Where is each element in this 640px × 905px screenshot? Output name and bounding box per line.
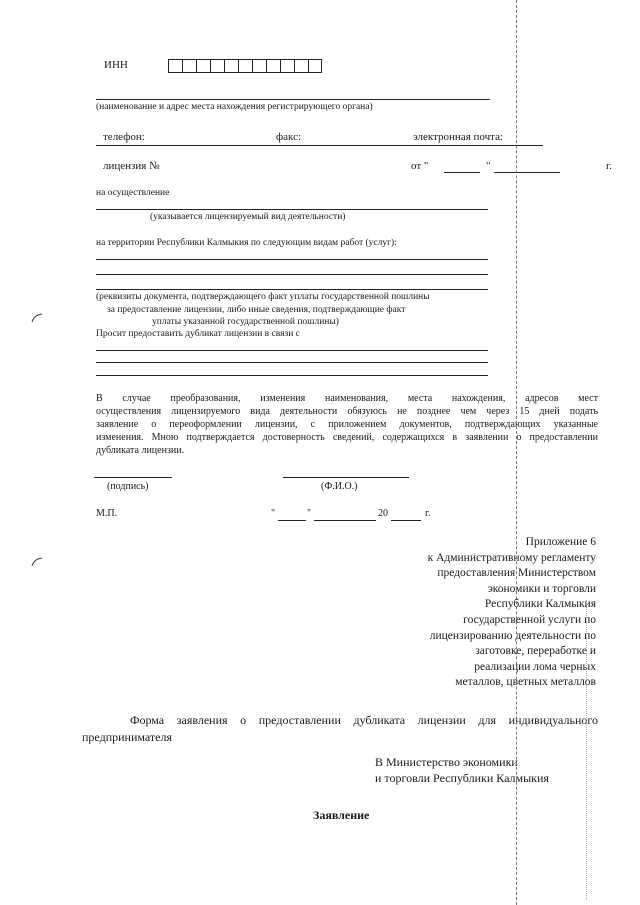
- date-day-line[interactable]: [278, 520, 306, 521]
- reason-line-3[interactable]: [96, 375, 488, 376]
- inn-cell[interactable]: [294, 59, 308, 73]
- notice-paragraph: [96, 392, 598, 457]
- notice-line: изменения. Мною подтверждается достоверность сведений, содержащихся в заявлении о предоставлении: [96, 432, 598, 443]
- form-title-line-1: Форма заявления о предоставлении дубликата лицензии для индивидуального: [130, 713, 598, 727]
- fold-line: [516, 0, 517, 905]
- punch-hole-mark: [30, 312, 44, 326]
- territory-line-2[interactable]: [96, 274, 488, 275]
- license-label: лицензия №: [103, 160, 160, 172]
- appendix-line: лицензированию деятельности по: [429, 629, 596, 642]
- activity-line[interactable]: [96, 209, 488, 210]
- activity-label: на осуществление: [96, 188, 170, 198]
- phone-label: телефон:: [103, 131, 145, 143]
- inn-cell[interactable]: [252, 59, 266, 73]
- payment-caption-2: за предоставление лицензии, либо иные сведения, подтверждающие факт: [107, 305, 406, 315]
- addressee-line-1: В Министерство экономики: [375, 755, 518, 769]
- license-month-line[interactable]: [494, 172, 560, 173]
- signature-caption: (подпись): [107, 481, 149, 492]
- territory-text: на территории Республики Калмыкия по следующим видам работ (услуг):: [96, 238, 397, 248]
- signature-line[interactable]: [94, 477, 172, 478]
- inn-cell[interactable]: [224, 59, 238, 73]
- name-caption: (Ф.И.О.): [321, 481, 358, 492]
- territory-line-1[interactable]: [96, 259, 488, 260]
- notice-line: осуществления лицензируемого вида деятельности обязуюсь не позднее чем через 15 дней подать: [96, 406, 598, 417]
- date-year-prefix: 20: [378, 508, 388, 519]
- stamp-label: М.П.: [96, 508, 118, 519]
- inn-cells[interactable]: [168, 59, 322, 73]
- request-text: Просит предоставить дубликат лицензии в связи с: [96, 329, 300, 339]
- date-quote-open: ": [271, 508, 276, 519]
- appendix-line: Приложение 6: [525, 536, 596, 548]
- contacts-line[interactable]: [96, 145, 543, 146]
- date-g: г.: [425, 508, 431, 519]
- activity-caption: (указывается лицензируемый вид деятельности): [150, 212, 346, 222]
- form-title-line-2: предпринимателя: [82, 730, 172, 744]
- fax-label: факс:: [276, 131, 302, 143]
- date-month-line[interactable]: [314, 520, 376, 521]
- notice-line: заявление о переоформлении лицензии, с приложением документов, подтверждающих указанные: [96, 419, 598, 430]
- appendix-line: заготовке, переработке и: [475, 645, 596, 658]
- date-year-line[interactable]: [391, 520, 421, 521]
- inn-cell[interactable]: [210, 59, 224, 73]
- name-line[interactable]: [283, 477, 409, 478]
- appendix-line: металлов, цветных металлов: [455, 676, 596, 689]
- reason-line-1[interactable]: [96, 350, 488, 351]
- inn-cell[interactable]: [238, 59, 252, 73]
- inn-cell[interactable]: [308, 59, 322, 73]
- payment-caption-3: уплаты указанной государственной пошлины): [152, 317, 339, 327]
- scan-noise: [586, 600, 587, 900]
- appendix-line: к Административному регламенту: [427, 551, 596, 564]
- license-quote: ": [486, 160, 491, 172]
- payment-caption-1: (реквизиты документа, подтверждающего факт уплаты государственной пошлины: [96, 292, 430, 302]
- inn-cell[interactable]: [266, 59, 280, 73]
- appendix-line: реализации лома черных: [474, 660, 596, 673]
- territory-line-3[interactable]: [96, 289, 488, 290]
- notice-line: дубликата лицензии.: [96, 445, 185, 456]
- inn-cell[interactable]: [280, 59, 294, 73]
- notice-line: В случае преобразования, изменения наименования, места нахождения, адресов мест: [96, 393, 598, 404]
- form-title: [82, 712, 598, 746]
- addressee-line-2: и торговли Республики Калмыкия: [375, 771, 549, 785]
- inn-cell[interactable]: [182, 59, 196, 73]
- statement-heading: Заявление: [313, 808, 370, 822]
- punch-hole-mark: [30, 556, 44, 570]
- org-caption: (наименование и адрес места нахождения регистрирующего органа): [96, 102, 373, 112]
- appendix-line: экономики и торговли: [487, 582, 596, 595]
- appendix-line: Республики Калмыкия: [484, 598, 596, 611]
- email-label: электронная почта:: [413, 131, 504, 143]
- inn-cell[interactable]: [196, 59, 210, 73]
- org-line[interactable]: [96, 99, 490, 100]
- appendix-line: предоставления Министерством: [437, 567, 596, 580]
- inn-cell[interactable]: [168, 59, 182, 73]
- license-day-line[interactable]: [444, 172, 480, 173]
- reason-line-2[interactable]: [96, 362, 488, 363]
- appendix-header: [380, 535, 596, 691]
- inn-label: ИНН: [104, 59, 128, 71]
- date-quote-close: ": [307, 508, 312, 519]
- license-year: г.: [606, 160, 613, 172]
- appendix-line: государственной услуги по: [463, 613, 596, 626]
- license-from: от ": [411, 160, 429, 172]
